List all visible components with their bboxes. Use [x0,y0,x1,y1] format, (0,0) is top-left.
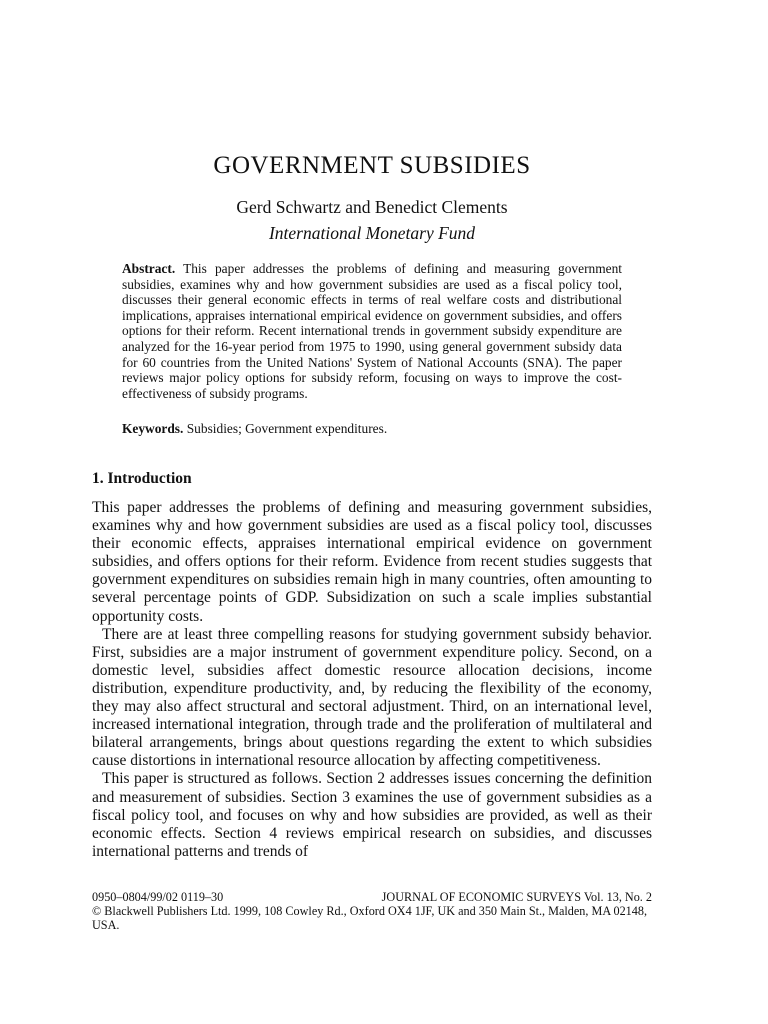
abstract-label: Abstract. [122,261,176,276]
journal-citation: JOURNAL OF ECONOMIC SURVEYS Vol. 13, No. 2 [381,890,652,904]
page-footer [92,890,652,933]
abstract-text: This paper addresses the problems of defining and measuring government subsidies, examines why and how government subsidies are used as a fiscal policy tool, discusses their general economic effects in terms of real welfare costs and distributional implications, appraises international empirical evidence on government subsidies, and offers options for their reform. Recent international trends in government subsidy expenditure are analyzed for the 16-year period from 1975 to 1990, using general government subsidy data for 60 countries from the United Nations' System of National Accounts (SNA). The paper reviews major policy options for subsidy reform, focusing on ways to improve the cost-effectiveness of subsidy programs. [122,261,622,401]
footer-top-row [92,890,652,904]
body-paragraph: There are at least three compelling reasons for studying government subsidy behavior. First, subsidies are a major instrument of government expenditure policy. Second, on a domestic level, subsidies affect domestic resource allocation decisions, income distribution, expenditure productivity, and, by reducing the flexibility of the economy, they may also affect structural and sectoral adjustment. Third, on an international level, increased international integration, through trade and the proliferation of multilateral and bilateral arrangements, brings about questions regarding the extent to which subsidies cause distortions in international resource allocation by affecting competitiveness. [92,625,652,770]
abstract [122,261,622,401]
section-heading: 1. Introduction [92,470,192,487]
keywords-text: Subsidies; Government expenditures. [186,421,388,436]
copyright-notice: © Blackwell Publishers Ltd. 1999, 108 Cowley Rd., Oxford OX4 1JF, UK and 350 Main St., Malden, MA 02148, USA. [92,904,648,933]
paper-title: GOVERNMENT SUBSIDIES [213,152,531,179]
author-names: Gerd Schwartz and Benedict Clements [236,197,508,217]
section-body [92,499,652,861]
author-affiliation: International Monetary Fund [268,223,476,243]
body-paragraph: This paper is structured as follows. Section 2 addresses issues concerning the definition and measurement of subsidies. Section 3 examines the use of government subsidies as a fiscal policy tool, and focuses on why and how subsidies are provided, as well as their economic effects. Section 4 reviews empirical research on subsidies, and discusses international patterns and trends of [92,770,652,860]
keywords [122,421,622,437]
body-paragraph: This paper addresses the problems of defining and measuring government subsidies, examines why and how government subsidies are used as a fiscal policy tool, discusses their economic effects, appraises international empirical evidence on government subsidies, and offers options for their reform. Evidence from recent studies suggests that government expenditures on subsidies remain high in many countries, often amounting to several percentage points of GDP. Subsidization on such a scale implies substantial opportunity costs. [92,499,652,625]
keywords-label: Keywords. [122,421,184,436]
issn-code: 0950–0804/99/02 0119–30 [92,890,224,904]
